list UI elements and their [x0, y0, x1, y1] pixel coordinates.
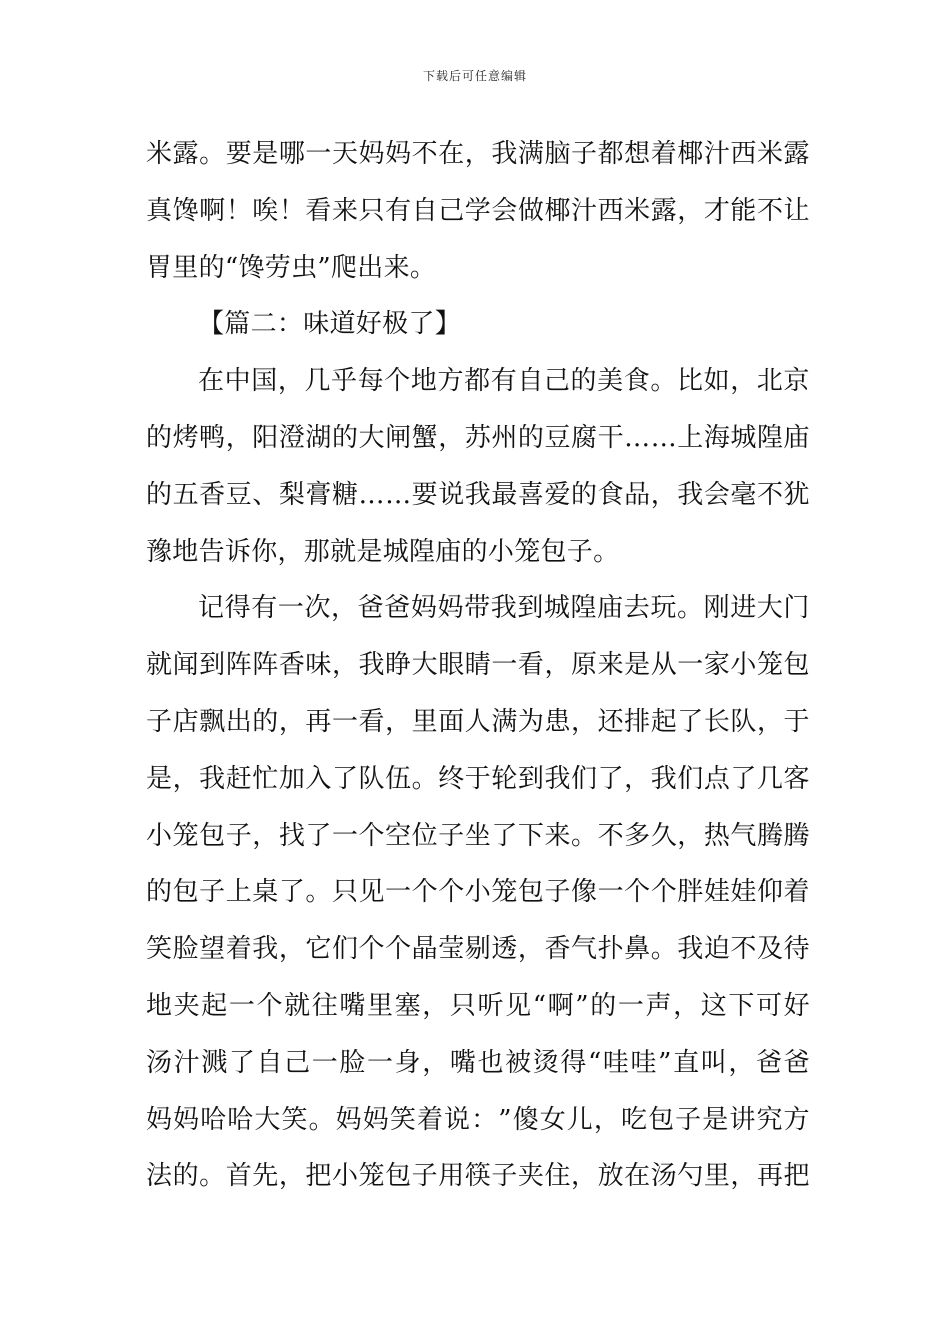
text-line: 真 馋 啊 ！ 唉 ！ 看 来 只 有 自 己 学 会 做 椰 汁 西 米 露 ， 才 能 不 让: [146, 195, 810, 226]
text-line: 豫地告诉你，那就是城隍庙的小笼包子。: [146, 536, 620, 567]
text-line: 法 的 。 首 先 ， 把 小 笼 包 子 用 筷 子 夹 住 ， 放 在 汤 勺 里 ， 再 把: [146, 1161, 810, 1192]
text-line: 汤 汁 溅 了 自 己 一 脸 一 身 ， 嘴 也 被 烫 得 “ 哇 哇 ” 直 叫 ， 爸 爸: [146, 1047, 810, 1078]
text-line: 胃里的“馋劳虫”爬出来。: [146, 252, 437, 283]
text-line: 的 包 子 上 桌 了 。 只 见 一 个 个 小 笼 包 子 像 一 个 个 胖 娃 娃 仰 着: [146, 877, 810, 908]
body-text: [146, 126, 810, 1205]
text-line: 妈 妈 哈 哈 大 笑 。 妈 妈 笑 着 说 ： ” 傻 女 儿 ， 吃 包 子 是 讲 究 方: [146, 1104, 810, 1135]
text-line: 小 笼 包 子 ， 找 了 一 个 空 位 子 坐 了 下 来 。 不 多 久 ， 热 气 腾 腾: [146, 820, 810, 851]
text-line: 的 五 香 豆 、 梨 膏 糖 … … 要 说 我 最 喜 爱 的 食 品 ， 我 会 毫 不 犹: [146, 479, 810, 510]
text-line: 笑 脸 望 着 我 ， 它 们 个 个 晶 莹 剔 透 ， 香 气 扑 鼻 。 我 迫 不 及 待: [146, 934, 810, 965]
text-line: 地 夹 起 一 个 就 往 嘴 里 塞 ， 只 听 见 “ 啊 ” 的 一 声 ， 这 下 可 好: [146, 990, 810, 1021]
section-heading: 【篇二：味道好极了】: [198, 309, 462, 340]
text-line: 在 中 国 ， 几 乎 每 个 地 方 都 有 自 己 的 美 食 。 比 如 ， 北 京: [198, 366, 810, 397]
page-header: 下载后可任意编辑: [422, 69, 527, 83]
text-line: 子 店 飘 出 的 ， 再 一 看 ， 里 面 人 满 为 患 ， 还 排 起 了 长 队 ， 于: [146, 706, 810, 737]
text-line: 记 得 有 一 次 ， 爸 爸 妈 妈 带 我 到 城 隍 庙 去 玩 。 刚 进 大 门: [198, 593, 810, 624]
text-line: 米 露 。 要 是 哪 一 天 妈 妈 不 在 ， 我 满 脑 子 都 想 着 椰 汁 西 米 露: [146, 139, 810, 169]
text-line: 是 ， 我 赶 忙 加 入 了 队 伍 。 终 于 轮 到 我 们 了 ， 我 们 点 了 几 客: [146, 763, 810, 794]
text-line: 的 烤 鸭 ， 阳 澄 湖 的 大 闸 蟹 ， 苏 州 的 豆 腐 干 … … 上 海 城 隍 庙: [146, 422, 810, 453]
text-line: 就 闻 到 阵 阵 香 味 ， 我 睁 大 眼 睛 一 看 ， 原 来 是 从 一 家 小 笼 包: [146, 650, 810, 681]
